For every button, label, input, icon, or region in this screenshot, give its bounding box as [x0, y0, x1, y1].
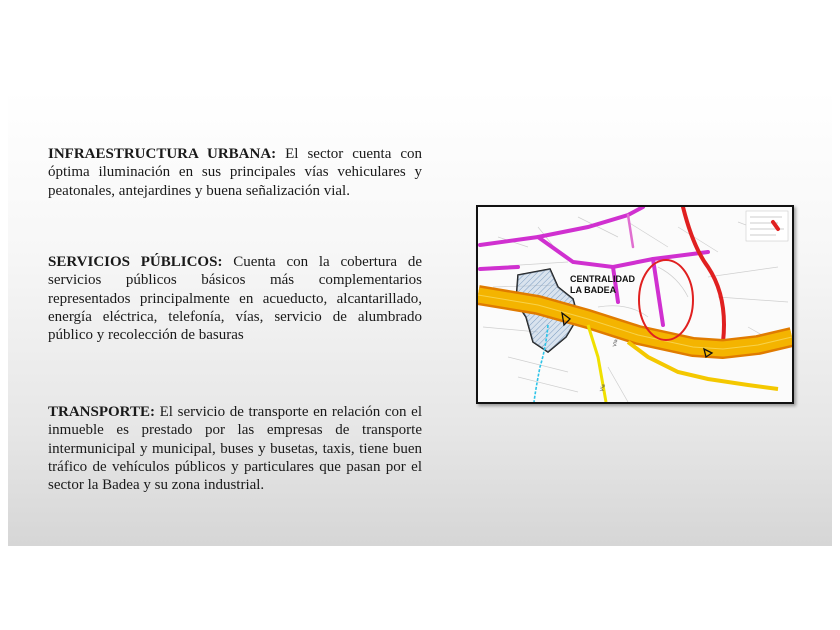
section-transporte — [48, 403, 422, 494]
map-graphic — [478, 207, 792, 402]
section-heading: SERVICIOS PÚBLICOS: — [48, 254, 223, 270]
section-body: El sector cuenta con óptima iluminación en sus principales vías vehiculares y peatonales, antejardines y buena señalización vial. — [48, 146, 423, 199]
section-servicios-publicos — [48, 253, 422, 344]
section-infraestructura — [48, 145, 422, 200]
map-legend-box — [746, 211, 788, 241]
location-map — [476, 205, 794, 404]
map-label-line2: LA BADEA — [570, 285, 617, 295]
section-heading: INFRAESTRUCTURA URBANA: — [48, 146, 277, 162]
svg-text:Vía: Vía — [612, 338, 620, 348]
section-body: El servicio de transporte en relación con el inmueble es prestado por las empresas de transporte intermunicipal y municipal, buses y busetas, taxis, tiene buen tráfico de vehículos públicos y particulares que pasan por el sector la Badea y su zona industrial. — [48, 404, 422, 494]
map-label-line1: CENTRALIDAD — [570, 274, 635, 284]
svg-text:Vía: Vía — [599, 383, 607, 393]
section-heading: TRANSPORTE: — [48, 404, 155, 420]
section-body: Cuenta con la cobertura de servicios públicos básicos más complementarios representados principalmente en acueducto, alcantarillado, energía eléctrica, telefonía, vías, servicio de alumbrado público y recolección de basuras — [48, 254, 423, 344]
